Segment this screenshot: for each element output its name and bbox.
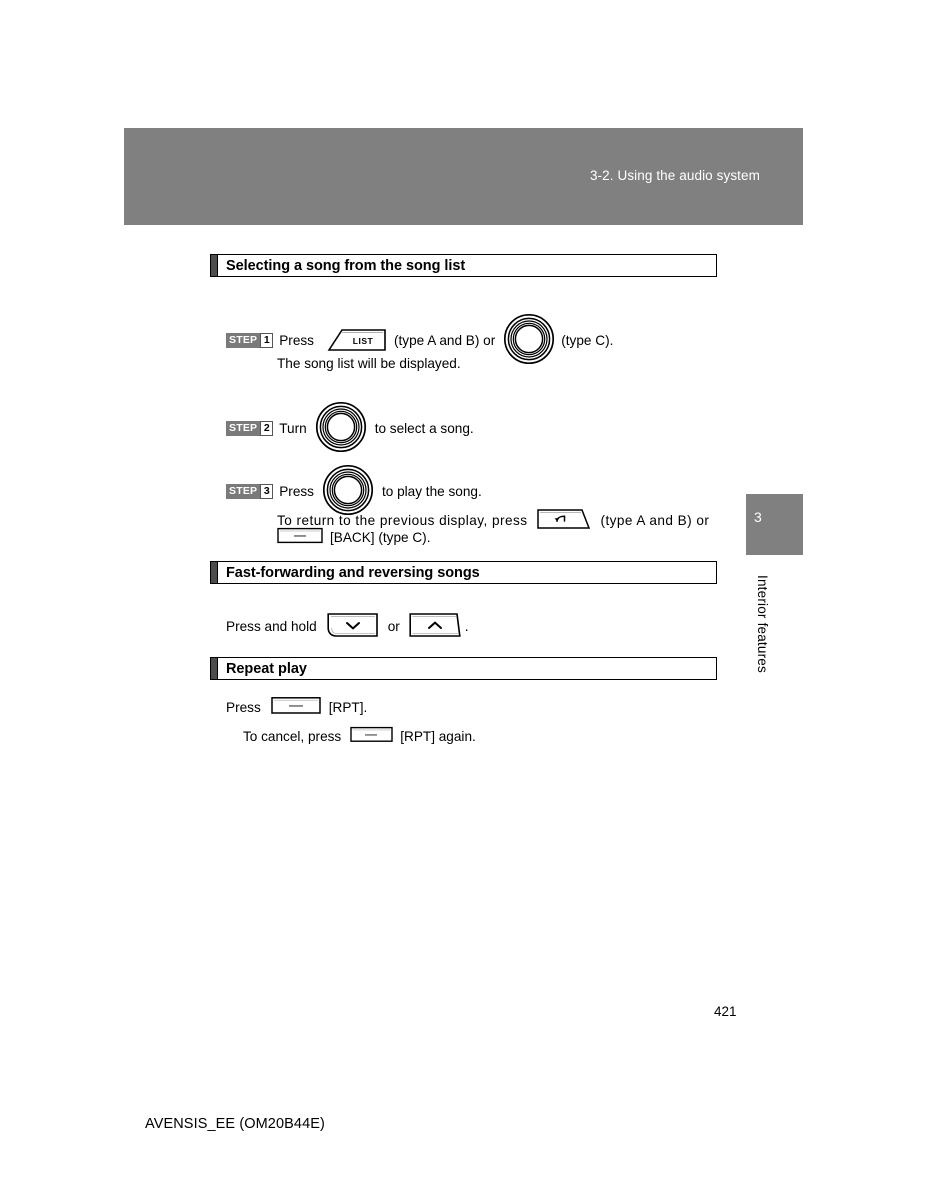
section-heading-song-list (210, 254, 717, 277)
chapter-number: 3 (754, 509, 762, 525)
step-3-badge (226, 484, 273, 499)
return-note-text-3: [BACK] (type C). (330, 529, 431, 545)
repeat-button-icon[interactable] (271, 696, 321, 718)
step-1-badge-number: 1 (260, 333, 273, 348)
svg-text:LIST: LIST (352, 336, 374, 346)
step-3-verb: Press (279, 484, 314, 499)
step-3-badge-word: STEP (226, 484, 260, 499)
heading-text: Fast-forwarding and reversing songs (226, 564, 480, 581)
heading-tab-mark (210, 657, 217, 680)
repeat-cancel-prefix: To cancel, press (243, 728, 342, 744)
list-button-icon[interactable] (326, 326, 388, 355)
step-1-after-button-text: (type A and B) or (393, 333, 496, 348)
chapter-title: 3-2. Using the audio system (589, 168, 760, 183)
repeat-play-prefix: Press (226, 699, 261, 715)
step-1-badge-word: STEP (226, 333, 260, 348)
repeat-cancel-suffix: [RPT] again. (400, 728, 476, 744)
blank-button-icon[interactable] (277, 527, 323, 547)
fast-forward-prefix: Press and hold (226, 619, 317, 634)
step-1-badge (226, 333, 273, 348)
step-2-badge-number: 2 (260, 421, 273, 436)
return-note-text-2: (type A and B) or (600, 513, 710, 528)
fast-forward-row (226, 611, 469, 642)
document-code: AVENSIS_EE (OM20B44E) (145, 1116, 325, 1132)
section-heading-repeat-play (210, 657, 717, 680)
fast-forward-suffix: . (464, 619, 469, 634)
step-1-after-knob-text: (type C). (561, 333, 614, 348)
repeat-button-icon[interactable] (350, 726, 393, 746)
rotary-knob-icon[interactable] (315, 401, 367, 456)
step-2-after-knob-text: to select a song. (374, 421, 474, 436)
return-note-line-2 (277, 527, 430, 547)
chapter-side-tab-label: Interior features (755, 575, 770, 673)
heading-tab-mark (210, 254, 217, 277)
step-1-verb: Press (279, 333, 314, 348)
step-3-badge-number: 3 (260, 484, 273, 499)
chapter-header-band (124, 128, 803, 225)
repeat-play-row (226, 696, 367, 718)
heading-text: Selecting a song from the song list (226, 257, 466, 274)
seek-up-button-icon[interactable] (409, 611, 461, 642)
fast-forward-middle: or (387, 619, 400, 634)
rotary-knob-icon[interactable] (503, 313, 555, 368)
heading-bar (217, 254, 717, 277)
heading-text: Repeat play (226, 660, 307, 677)
seek-down-button-icon[interactable] (327, 611, 379, 642)
step-2-verb: Turn (279, 421, 307, 436)
step-2-badge-word: STEP (226, 421, 260, 436)
step-2-badge (226, 421, 273, 436)
chapter-side-tab (746, 494, 803, 555)
heading-bar (217, 657, 717, 680)
repeat-play-suffix: [RPT]. (328, 699, 368, 715)
back-arrow-button-icon[interactable] (537, 508, 591, 533)
repeat-cancel-row (243, 726, 476, 746)
page-number: 421 (714, 1004, 737, 1019)
return-note-text-1: To return to the previous display, press (277, 513, 528, 528)
section-heading-fast-forward (210, 561, 717, 584)
step-3-after-knob-text: to play the song. (381, 484, 482, 499)
step-1-note: The song list will be displayed. (277, 356, 461, 371)
heading-bar (217, 561, 717, 584)
step-2-row (226, 401, 474, 456)
heading-tab-mark (210, 561, 217, 584)
